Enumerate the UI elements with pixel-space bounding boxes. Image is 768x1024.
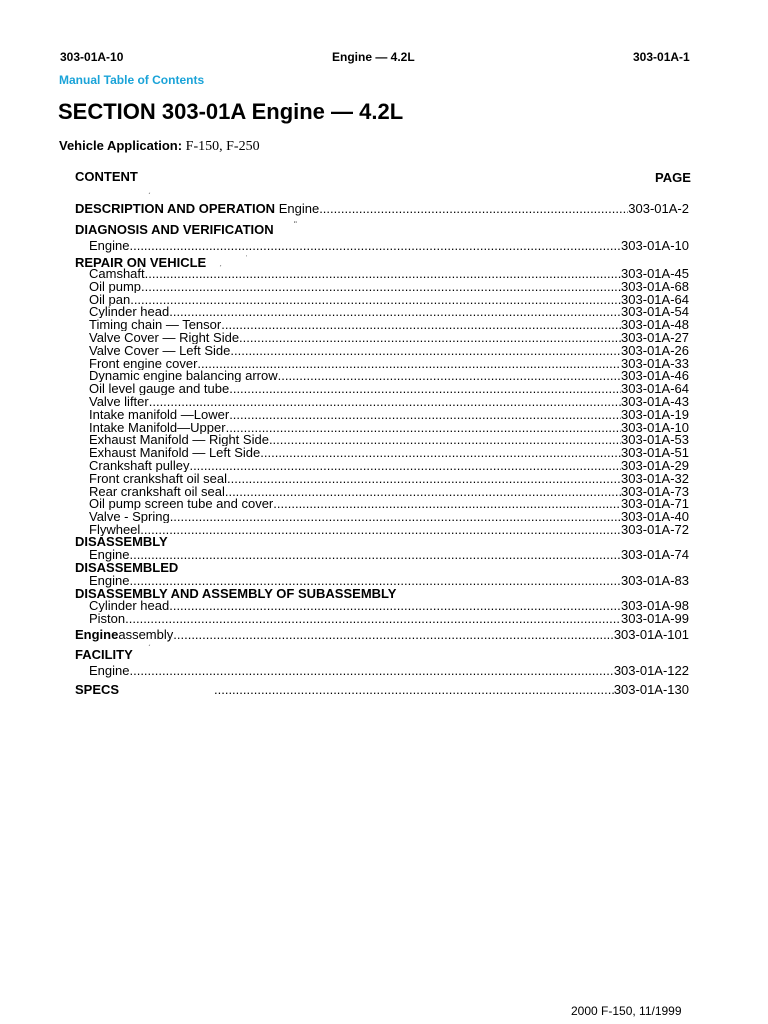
vehicle-application-label: Vehicle Application: (59, 138, 183, 153)
toc-leader-dots (140, 523, 621, 536)
header-doc-code: 303-01A-10 (60, 50, 124, 64)
toc-item-page: 303-01A-99 (621, 611, 689, 625)
toc-heading-facility: FACILITY (75, 647, 133, 662)
toc-item-label: Piston (89, 611, 126, 625)
toc-item-label: Dynamic engine balancing arrow (89, 369, 278, 383)
vehicle-application (59, 138, 260, 155)
toc-leader-dots (169, 305, 621, 318)
toc-item-page: 303-01A-48 (621, 318, 689, 332)
toc-item-label: Front crankshaft oil seal (89, 471, 228, 485)
toc-entry[interactable] (89, 280, 689, 293)
header-title: Engine — 4.2L (332, 50, 415, 64)
toc-heading-specs: SPECS (75, 682, 120, 697)
toc-leader-dots (197, 357, 621, 370)
toc-heading-diagnosis: DIAGNOSIS AND VERIFICATION (75, 222, 274, 237)
toc-item-page: 303-01A-122 (613, 663, 689, 678)
toc-item-label: Rear crankshaft oil seal (89, 484, 225, 498)
toc-leader-dots (125, 612, 621, 625)
toc-leader-dots (229, 408, 621, 421)
toc-item-label: Intake manifold —Lower (89, 407, 230, 421)
toc-leader-dots (130, 293, 621, 306)
toc-item-label: Engine (89, 547, 130, 562)
toc-item-page: 303-01A-40 (621, 510, 689, 524)
scan-mark: ʺ (294, 220, 297, 229)
toc-item-page: 303-01A-51 (621, 446, 689, 460)
toc-leader-dots (273, 497, 621, 510)
toc-entry[interactable] (89, 395, 689, 408)
toc-leader-dots (169, 599, 621, 612)
toc-item-label: Front engine cover (89, 356, 198, 370)
toc-leader-dots (129, 238, 621, 253)
toc-heading: DESCRIPTION AND OPERATION (75, 201, 276, 216)
scan-mark: ˈ (245, 254, 248, 263)
toc-item-label: Intake Manifold—Upper (89, 420, 226, 434)
toc-item-page: 303-01A-32 (621, 471, 689, 485)
header-page-number: 303-01A-1 (633, 50, 690, 64)
toc-entry[interactable] (89, 663, 689, 678)
toc-item-label: Valve lifter (89, 395, 149, 408)
section-title: SECTION 303-01A Engine — 4.2L (58, 99, 404, 124)
toc-entry[interactable] (89, 357, 689, 370)
footer-edition: 2000 F-150, 11/1999 (571, 1004, 682, 1018)
toc-item-page: 303-01A-45 (621, 267, 689, 280)
toc-entry[interactable] (89, 305, 689, 318)
toc-item-label: Camshaft (89, 267, 145, 280)
toc-leader-dots (319, 201, 628, 216)
toc-item-label: Valve Cover — Left Side (89, 343, 231, 357)
toc-entry[interactable] (89, 599, 689, 612)
toc-leader-dots (129, 547, 621, 562)
scan-mark: ˊ (148, 192, 151, 201)
toc-leader-dots (173, 627, 614, 642)
toc-item-page: 303-01A-19 (621, 407, 689, 421)
toc-item-label: Oil level gauge and tube (89, 382, 230, 396)
toc-leader-dots (227, 472, 621, 485)
toc-item-label: Flywheel (89, 523, 141, 536)
toc-entry[interactable] (89, 497, 689, 510)
toc-entry[interactable] (89, 421, 689, 434)
toc-item-label: Cylinder head (89, 599, 170, 612)
toc-item-label: Engine (278, 201, 320, 216)
toc-leader-dots (226, 421, 621, 434)
toc-item-page: 303-01A-101 (613, 627, 689, 642)
toc-entry[interactable] (89, 369, 689, 382)
toc-entry[interactable] (89, 344, 689, 357)
toc-entry[interactable] (89, 459, 689, 472)
toc-entry[interactable] (89, 318, 689, 331)
toc-item-label: Exhaust Manifold — Left Side (89, 446, 261, 460)
toc-item-label: Engine (89, 238, 130, 253)
toc-heading-disassembly: DISASSEMBLY (75, 534, 168, 549)
toc-entry[interactable] (89, 446, 689, 459)
toc-item-label: Timing chain — Tensor (89, 318, 222, 332)
toc-item-page: 303-01A-29 (621, 459, 689, 472)
toc-item-label: Engine (89, 573, 130, 588)
toc-item-page: 303-01A-43 (621, 395, 689, 408)
toc-item-label: Exhaust Manifold — Right Side (89, 433, 269, 447)
toc-leader-dots (145, 267, 621, 280)
toc-item-page: 303-01A-130 (613, 682, 689, 697)
toc-leader-dots (170, 510, 621, 523)
toc-leader-dots (225, 485, 621, 498)
toc-item-page: 303-01A-10 (621, 238, 689, 253)
toc-heading-repair-on-vehicle: REPAIR ON VEHICLE (75, 255, 207, 270)
toc-item-page: 303-01A-53 (621, 433, 689, 447)
toc-leader-dots (189, 459, 621, 472)
toc-leader-dots (221, 318, 621, 331)
toc-entry-description-operation[interactable] (75, 201, 689, 216)
toc-item-page: 303-01A-68 (621, 279, 689, 293)
toc-entry-engine-assembly[interactable] (75, 627, 689, 642)
toc-item-page: 303-01A-2 (628, 201, 689, 216)
toc-entry-specs[interactable] (214, 682, 689, 697)
toc-item-page: 303-01A-54 (621, 305, 689, 319)
toc-entry[interactable] (89, 523, 689, 536)
toc-entry[interactable] (89, 510, 689, 523)
toc-leader-dots (278, 369, 621, 382)
vehicle-application-value: F-150, F-250 (185, 139, 260, 154)
toc-entry[interactable] (89, 293, 689, 306)
toc-item-page: 303-01A-98 (621, 599, 689, 612)
scan-mark: ˊ (148, 644, 151, 653)
toc-item-label: Valve Cover — Right Side (89, 331, 240, 344)
scan-mark: ˏ (219, 258, 222, 267)
toc-entry[interactable] (89, 547, 689, 562)
content-column-label: CONTENT (75, 169, 138, 184)
toc-item-page: 303-01A-26 (621, 343, 689, 357)
toc-leader-dots (149, 395, 621, 408)
toc-entry[interactable] (89, 267, 689, 280)
toc-entry[interactable] (89, 485, 689, 498)
toc-item-page: 303-01A-46 (621, 369, 689, 383)
toc-item-label-bold: Engine (75, 627, 119, 642)
toc-heading-subassembly: DISASSEMBLY AND ASSEMBLY OF SUBASSEMBLY (75, 586, 397, 601)
toc-heading-disassembled: DISASSEMBLED (75, 560, 179, 575)
toc-leader-dots (214, 682, 614, 697)
toc-leader-dots (229, 382, 621, 395)
toc-item-label: Engine (89, 663, 130, 678)
toc-entry[interactable] (89, 408, 689, 421)
toc-item-page: 303-01A-33 (621, 356, 689, 370)
toc-item-page: 303-01A-83 (621, 573, 689, 588)
toc-leader-dots (230, 344, 621, 357)
toc-item-label: Valve - Spring (89, 510, 170, 524)
page-column-label: PAGE (655, 170, 691, 185)
toc-entry[interactable] (89, 472, 689, 485)
toc-leader-dots (239, 331, 621, 344)
toc-item-page: 303-01A-72 (621, 523, 689, 536)
toc-leader-dots (129, 663, 613, 678)
toc-item-label: Cylinder head (89, 305, 170, 319)
toc-entry[interactable] (89, 433, 689, 446)
toc-entry[interactable] (89, 382, 689, 395)
toc-item-page: 303-01A-64 (621, 382, 689, 396)
toc-item-page: 303-01A-73 (621, 484, 689, 498)
toc-entry[interactable] (89, 238, 689, 253)
toc-leader-dots (141, 280, 621, 293)
toc-entry[interactable] (89, 612, 689, 625)
toc-item-page: 303-01A-71 (621, 497, 689, 511)
toc-item-label: Oil pan (89, 292, 131, 306)
toc-item-label: Oil pump (89, 279, 142, 293)
manual-toc-link[interactable]: Manual Table of Contents (59, 73, 205, 87)
toc-item-page: 303-01A-74 (621, 547, 689, 562)
toc-item-page: 303-01A-64 (621, 292, 689, 306)
toc-item-page: 303-01A-27 (621, 331, 689, 344)
toc-item-label: Crankshaft pulley (89, 459, 190, 472)
toc-item-page: 303-01A-10 (621, 420, 689, 434)
toc-item-label: assembly (118, 627, 174, 642)
toc-leader-dots (269, 433, 621, 446)
toc-leader-dots (260, 446, 621, 459)
toc-item-label: Oil pump screen tube and cover (89, 497, 274, 511)
toc-entry[interactable] (89, 331, 689, 344)
